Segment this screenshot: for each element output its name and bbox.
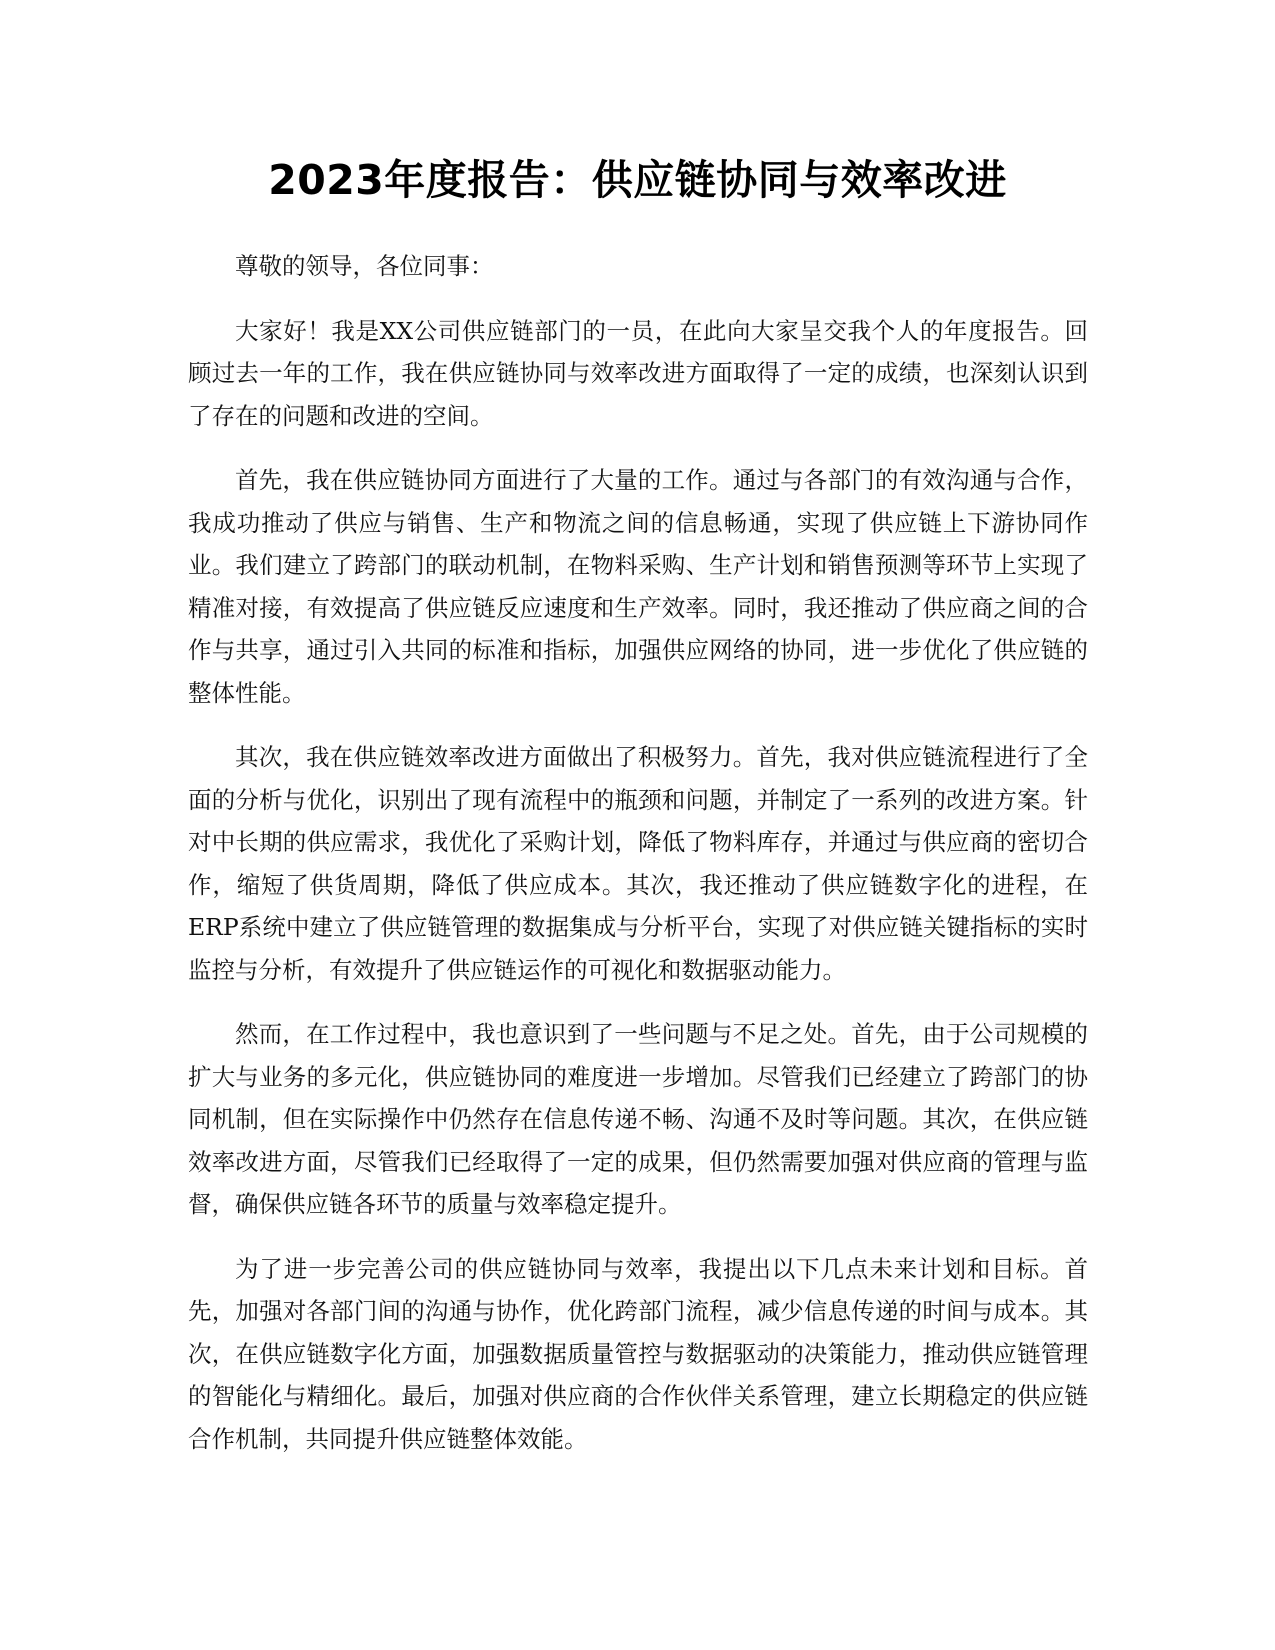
collaboration-paragraph: 首先，我在供应链协同方面进行了大量的工作。通过与各部门的有效沟通与合作，我成功推动了供应与销售、生产和物流之间的信息畅通，实现了供应链上下游协同作业。我们建立了跨部门的联动机制，在物料采购、生产计划和销售预测等环节上实现了精准对接，有效提高了供应链反应速度和生产效率。同时，我还推动了供应商之间的合作与共享，通过引入共同的标准和指标，加强供应网络的协同，进一步优化了供应链的整体性能。: [188, 466, 1088, 707]
problems-paragraph: 然而，在工作过程中，我也意识到了一些问题与不足之处。首先，由于公司规模的扩大与业务的多元化，供应链协同的难度进一步增加。尽管我们已经建立了跨部门的协同机制，但在实际操作中仍然存在信息传递不畅、沟通不及时等问题。其次，在供应链效率改进方面，尽管我们已经取得了一定的成果，但仍然需要加强对供应商的管理与监督，确保供应链各环节的质量与效率稳定提升。: [188, 1020, 1088, 1218]
future-plans-paragraph: 为了进一步完善公司的供应链协同与效率，我提出以下几点未来计划和目标。首先，加强对各部门间的沟通与协作，优化跨部门流程，减少信息传递的时间与成本。其次，在供应链数字化方面，加强数据质量管控与数据驱动的决策能力，推动供应链管理的智能化与精细化。最后，加强对供应商的合作伙伴关系管理，建立长期稳定的供应链合作机制，共同提升供应链整体效能。: [188, 1254, 1088, 1453]
document-body: [188, 245, 1088, 1482]
intro-paragraph: 大家好！我是XX公司供应链部门的一员，在此向大家呈交我个人的年度报告。回顾过去一年的工作，我在供应链协同与效率改进方面取得了一定的成绩，也深刻认识到了存在的问题和改进的空间。: [188, 316, 1088, 430]
salutation-paragraph: 尊敬的领导，各位同事：: [235, 252, 494, 280]
efficiency-paragraph: 其次，我在供应链效率改进方面做出了积极努力。首先，我对供应链流程进行了全面的分析与优化，识别出了现有流程中的瓶颈和问题，并制定了一系列的改进方案。针对中长期的供应需求，我优化了采购计划，降低了物料库存，并通过与供应商的密切合作，缩短了供货周期，降低了供应成本。其次，我还推动了供应链数字化的进程，在ERP系统中建立了供应链管理的数据集成与分析平台，实现了对供应链关键指标的实时监控与分析，有效提升了供应链运作的可视化和数据驱动能力。: [188, 743, 1088, 984]
document-title: 2023年度报告：供应链协同与效率改进: [268, 156, 1007, 204]
